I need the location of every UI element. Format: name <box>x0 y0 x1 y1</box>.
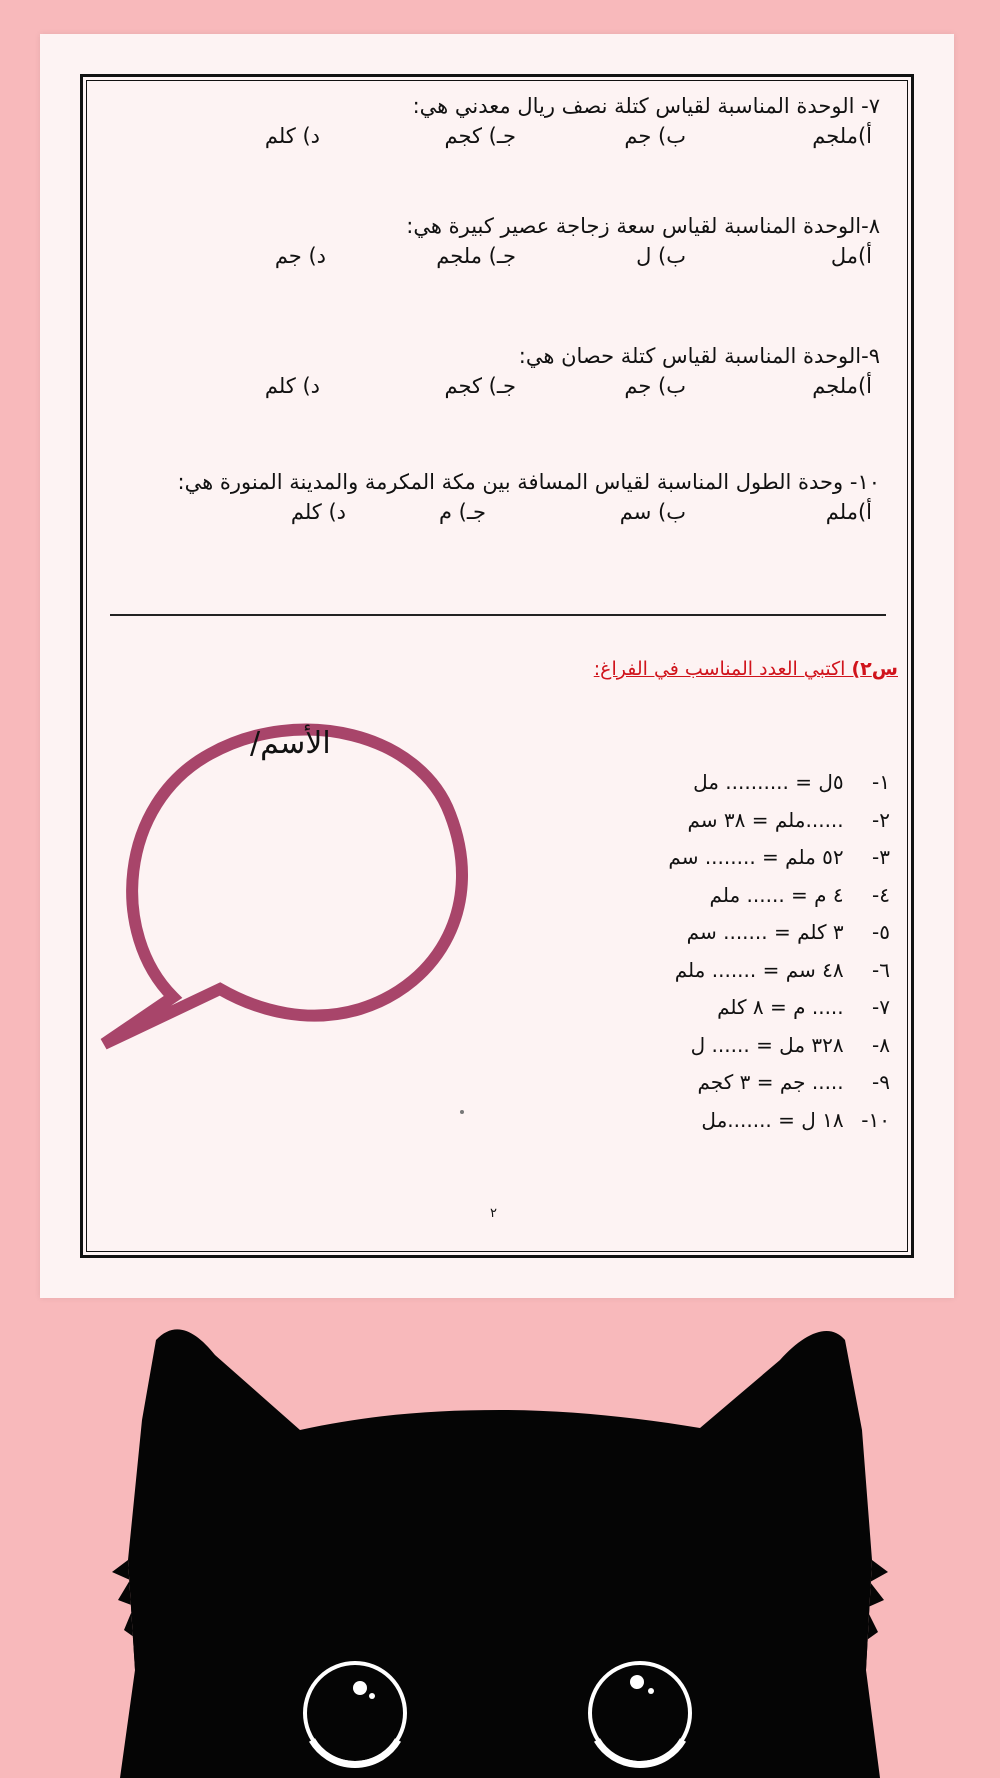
list-item <box>510 1027 890 1065</box>
item-number: ١٠- <box>861 1107 890 1132</box>
item-number: ٣- <box>872 845 890 869</box>
item-text: ..... جم = ٣ كجم <box>697 1070 844 1094</box>
fill-in-list <box>510 764 890 1139</box>
question-options <box>100 500 886 534</box>
list-item <box>510 764 890 802</box>
option-a: أ)ملجم <box>812 374 872 398</box>
page-number: ٢ <box>490 1206 497 1221</box>
item-number: ٤- <box>872 882 890 907</box>
section-2-number: س٢) <box>851 658 898 680</box>
question-10 <box>100 470 886 534</box>
option-a: أ)مل <box>830 244 872 268</box>
option-c: جـ) كجم <box>444 124 516 148</box>
option-c: جـ) ملجم <box>436 244 516 268</box>
item-text: ..... م = ٨ كلم <box>717 995 844 1019</box>
question-8 <box>100 214 886 278</box>
item-text: ٥٢ ملم = ........ سم <box>668 845 844 869</box>
name-label: الأسم/ <box>250 726 331 761</box>
list-item <box>510 839 890 877</box>
option-b: ب) جم <box>624 374 686 398</box>
item-number: ٧- <box>872 995 890 1019</box>
list-item <box>510 877 890 915</box>
question-stem: ٧- الوحدة المناسبة لقياس كتلة نصف ريال معدني هي: <box>412 94 880 118</box>
list-item <box>510 802 890 840</box>
item-text: ٥ل = .......... مل <box>693 770 844 794</box>
option-d: د) كلم <box>290 500 346 524</box>
item-number: ١- <box>872 770 890 794</box>
question-stem: ١٠- وحدة الطول المناسبة لقياس المسافة بين مكة المكرمة والمدينة المنورة هي: <box>177 470 880 494</box>
section-2-instruction: اكتبي العدد المناسب في الفراغ: <box>593 658 852 680</box>
item-text: ٤ م = ...... ملم <box>709 882 844 907</box>
item-number: ٩- <box>872 1070 890 1094</box>
option-b: ب) سم <box>619 500 686 524</box>
worksheet-page <box>40 34 954 1298</box>
question-9 <box>100 344 886 408</box>
question-options <box>100 374 886 408</box>
item-text: ٣ كلم = ....... سم <box>686 920 844 944</box>
list-item <box>510 989 890 1027</box>
item-text: ٣٢٨ مل = ...... ل <box>690 1032 844 1057</box>
question-options <box>100 244 886 278</box>
option-d: د) كلم <box>264 374 320 398</box>
cat-silhouette-icon <box>0 1310 1000 1778</box>
question-7 <box>100 94 886 158</box>
item-number: ٨- <box>872 1032 890 1057</box>
list-item <box>510 1064 890 1102</box>
item-number: ٦- <box>872 957 890 982</box>
option-c: جـ) م <box>438 500 486 524</box>
item-number: ٥- <box>872 920 890 944</box>
option-d: د) جم <box>274 244 326 268</box>
item-text: ......ملم = ٣٨ سم <box>687 807 844 832</box>
question-stem: ٩-الوحدة المناسبة لقياس كتلة حصان هي: <box>518 344 880 368</box>
question-options <box>100 124 886 158</box>
option-a: أ)ملجم <box>812 124 872 148</box>
list-item <box>510 952 890 990</box>
section-divider <box>110 614 886 616</box>
item-number: ٢- <box>872 807 890 832</box>
item-text: ١٨ ل = .......مل <box>701 1107 844 1132</box>
stray-dot <box>460 1110 464 1114</box>
option-a: أ)ملم <box>825 500 872 524</box>
list-item <box>510 1102 890 1140</box>
list-item <box>510 914 890 952</box>
item-text: ٤٨ سم = ....... ملم <box>674 957 844 982</box>
section-2-title <box>594 658 898 680</box>
option-c: جـ) كجم <box>444 374 516 398</box>
question-stem: ٨-الوحدة المناسبة لقياس سعة زجاجة عصير كبيرة هي: <box>406 214 880 238</box>
option-d: د) كلم <box>264 124 320 148</box>
option-b: ب) ل <box>636 244 686 268</box>
option-b: ب) جم <box>624 124 686 148</box>
